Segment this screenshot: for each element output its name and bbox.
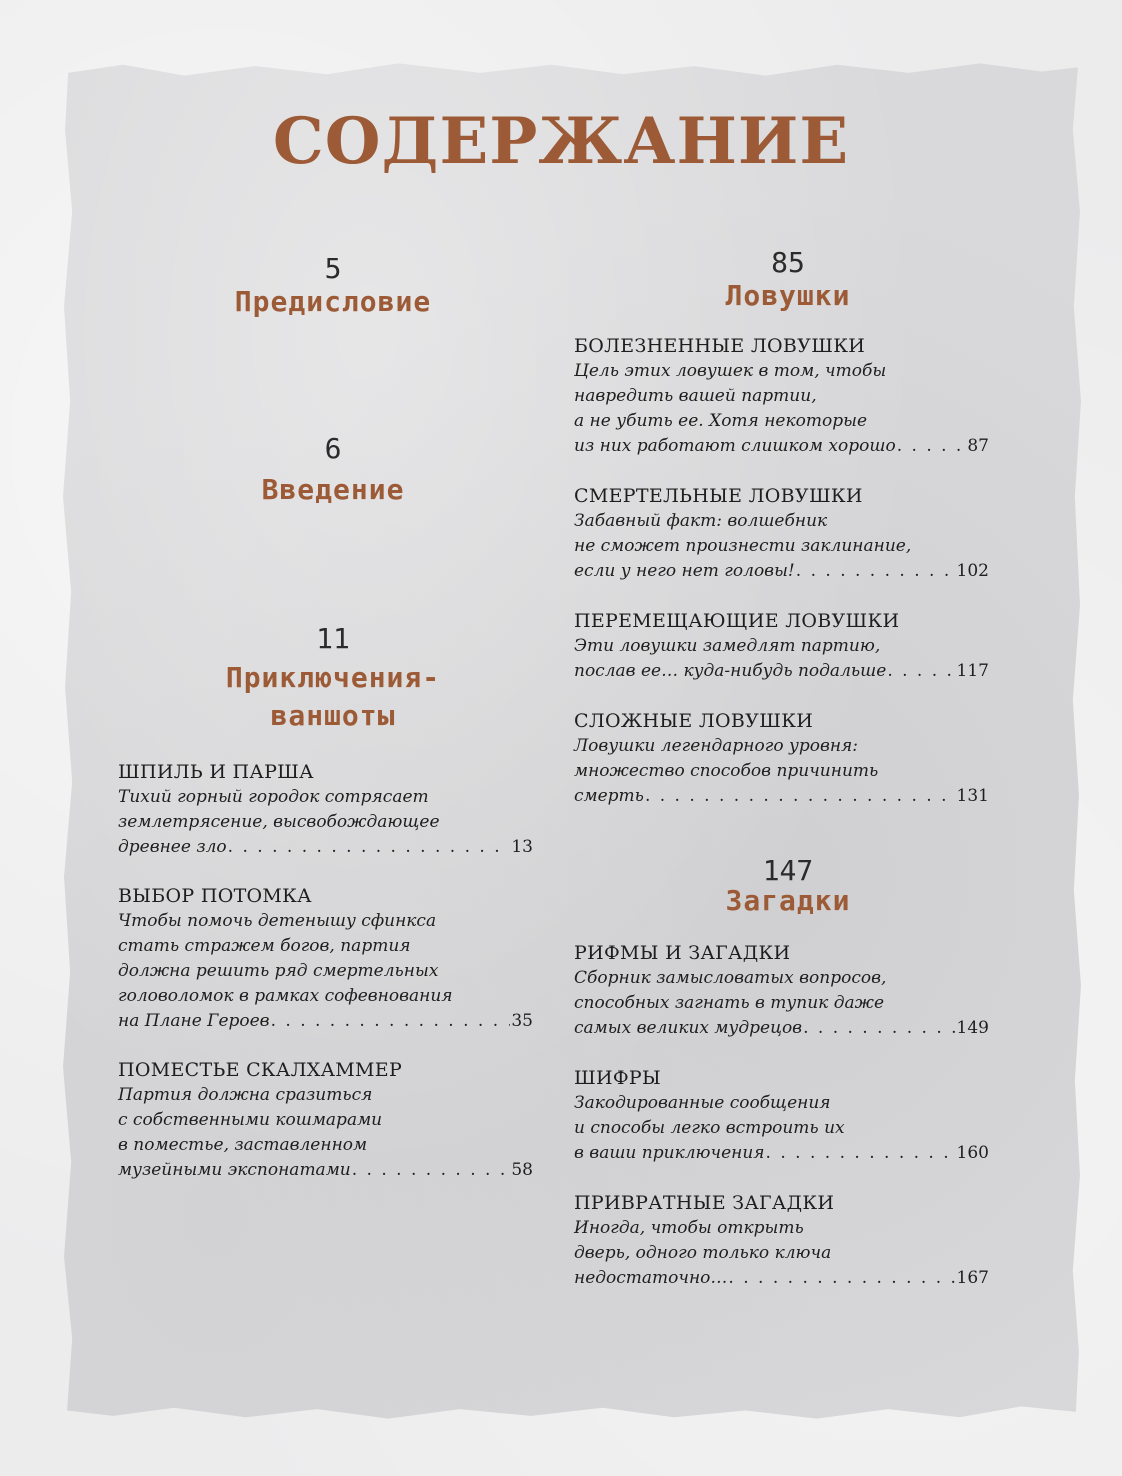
entry-description-line: недостаточно… bbox=[574, 1268, 728, 1288]
toc-entry bbox=[574, 484, 989, 584]
entry-title: СЛОЖНЫЕ ЛОВУШКИ bbox=[574, 710, 814, 732]
section-page-number: 85 bbox=[771, 246, 805, 279]
toc-entry bbox=[118, 884, 533, 1034]
section-title: Загадки bbox=[725, 884, 851, 917]
entry-title: ПЕРЕМЕЩАЮЩИЕ ЛОВУШКИ bbox=[574, 610, 900, 632]
entry-description-line: в ваши приключения bbox=[574, 1143, 765, 1163]
section-title-line: ваншоты bbox=[270, 699, 396, 732]
entry-description-line: Забавный факт: волшебник bbox=[574, 511, 828, 531]
entry-description-line: если у него нет головы! bbox=[574, 561, 795, 581]
entry-page-number: 87 bbox=[967, 436, 989, 456]
entry-page-number: 160 bbox=[956, 1143, 989, 1163]
entry-page-number: 13 bbox=[511, 837, 533, 857]
entry-leader-line bbox=[574, 1016, 989, 1041]
dot-leader bbox=[796, 559, 956, 584]
dot-leader bbox=[645, 784, 956, 809]
entry-leader-line bbox=[574, 659, 989, 684]
entry-description-line: Иногда, чтобы открыть bbox=[574, 1218, 804, 1238]
entry-description-line: Сборник замысловатых вопросов, bbox=[574, 968, 887, 988]
section-title: Введение bbox=[261, 473, 405, 506]
entry-title: БОЛЕЗНЕННЫЕ ЛОВУШКИ bbox=[574, 335, 866, 357]
entry-page-number: 167 bbox=[956, 1268, 989, 1288]
entry-title: ШИФРЫ bbox=[574, 1067, 661, 1089]
entry-description-line: должна решить ряд смертельных bbox=[118, 961, 439, 981]
entry-description-line: Цель этих ловушек в том, чтобы bbox=[574, 361, 887, 381]
entry-description-line: и способы легко встроить их bbox=[574, 1118, 845, 1138]
entry-page-number: 149 bbox=[956, 1018, 989, 1038]
entry-description-line: множество способов причинить bbox=[574, 761, 879, 781]
section-title: Предисловие bbox=[234, 285, 432, 318]
dot-leader bbox=[728, 1266, 955, 1291]
section-title: Ловушки bbox=[725, 279, 851, 312]
toc-entry bbox=[118, 760, 533, 860]
dot-leader bbox=[352, 1158, 511, 1183]
entry-description-line: музейными экспонатами bbox=[118, 1160, 351, 1180]
section-page-number: 11 bbox=[316, 622, 350, 655]
entry-description-line: древнее зло bbox=[118, 837, 227, 857]
entry-leader-line bbox=[574, 434, 989, 459]
entry-description-line: навредить вашей партии, bbox=[574, 386, 817, 406]
section-page-number: 5 bbox=[324, 252, 342, 285]
entry-leader-line bbox=[118, 1158, 533, 1183]
entry-leader-line bbox=[118, 835, 533, 860]
entry-description-line: Ловушки легендарного уровня: bbox=[574, 736, 859, 756]
entry-page-number: 131 bbox=[956, 786, 989, 806]
dot-leader bbox=[766, 1141, 956, 1166]
section-page-number: 147 bbox=[762, 854, 814, 887]
entry-description-line: Партия должна сразиться bbox=[118, 1085, 373, 1105]
dot-leader bbox=[897, 434, 967, 459]
dot-leader bbox=[803, 1016, 955, 1041]
entry-description-line: а не убить ее. Хотя некоторые bbox=[574, 411, 868, 431]
toc-entry bbox=[574, 609, 989, 684]
entry-description-line: на Плане Героев bbox=[118, 1011, 270, 1031]
entry-page-number: 35 bbox=[511, 1011, 533, 1031]
toc-entry bbox=[118, 1058, 533, 1183]
entry-leader-line bbox=[574, 1141, 989, 1166]
entry-description-line: с собственными кошмарами bbox=[118, 1110, 383, 1130]
entry-title: СМЕРТЕЛЬНЫЕ ЛОВУШКИ bbox=[574, 485, 863, 507]
entry-leader-line bbox=[118, 1009, 533, 1034]
entry-leader-line bbox=[574, 1266, 989, 1291]
toc-entry bbox=[574, 334, 989, 459]
entry-description-line: из них работают слишком хорошо bbox=[574, 436, 896, 456]
entry-title: ШПИЛЬ И ПАРША bbox=[118, 761, 314, 783]
entry-description-line: способных загнать в тупик даже bbox=[574, 993, 885, 1013]
entry-description-line: дверь, одного только ключа bbox=[574, 1243, 832, 1263]
dot-leader bbox=[271, 1009, 511, 1034]
entry-description-line: смерть bbox=[574, 786, 644, 806]
entry-description-line: стать стражем богов, партия bbox=[118, 936, 411, 956]
toc-entry bbox=[574, 1191, 989, 1291]
entry-leader-line bbox=[574, 559, 989, 584]
page-title: СОДЕРЖАНИЕ bbox=[272, 104, 850, 179]
entry-title: ПОМЕСТЬЕ СКАЛХАММЕР bbox=[118, 1059, 403, 1081]
dot-leader bbox=[228, 835, 511, 860]
entry-page-number: 58 bbox=[511, 1160, 533, 1180]
entry-title: ПРИВРАТНЫЕ ЗАГАДКИ bbox=[574, 1192, 835, 1214]
entry-description-line: в поместье, заставленном bbox=[118, 1135, 368, 1155]
entry-description-line: Закодированные сообщения bbox=[574, 1093, 831, 1113]
toc-entry bbox=[574, 941, 989, 1041]
entry-title: РИФМЫ И ЗАГАДКИ bbox=[574, 942, 791, 964]
toc-entry bbox=[574, 709, 989, 809]
entry-description-line: Эти ловушки замедлят партию, bbox=[574, 636, 881, 656]
entry-page-number: 102 bbox=[956, 561, 989, 581]
entry-description-line: послав ее… куда-нибудь подальше bbox=[574, 661, 887, 681]
section-title-line: Приключения- bbox=[225, 661, 441, 694]
entry-description-line: головоломок в рамках софевнования bbox=[118, 986, 453, 1006]
entry-description-line: не сможет произнести заклинание, bbox=[574, 536, 912, 556]
entry-title: ВЫБОР ПОТОМКА bbox=[118, 885, 312, 907]
entry-page-number: 117 bbox=[956, 661, 989, 681]
section-title bbox=[143, 660, 523, 734]
entry-description-line: Тихий горный городок сотрясает bbox=[118, 787, 429, 807]
entry-description-line: Чтобы помочь детенышу сфинкса bbox=[118, 911, 437, 931]
section-page-number: 6 bbox=[324, 432, 342, 465]
dot-leader bbox=[887, 659, 955, 684]
entry-description-line: самых великих мудрецов bbox=[574, 1018, 803, 1038]
toc-entry bbox=[574, 1066, 989, 1166]
entry-description-line: землетрясение, высвобождающее bbox=[118, 812, 440, 832]
entry-leader-line bbox=[574, 784, 989, 809]
